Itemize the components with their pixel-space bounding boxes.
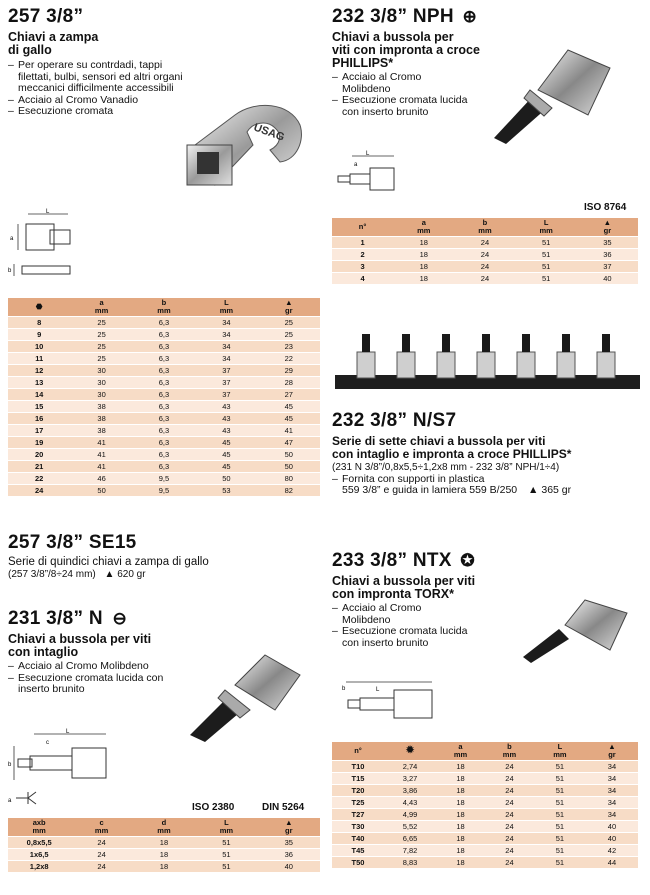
table-cell: 18 [436, 821, 485, 833]
svg-text:USAG: USAG [251, 121, 286, 144]
table-row [8, 317, 320, 329]
table-header: ⬣ a mm b mm L mm ▲ gr [8, 298, 320, 317]
table-row [8, 861, 320, 873]
table-cell: 18 [436, 833, 485, 845]
table-cell: 6,65 [384, 833, 436, 845]
rail-socket [557, 352, 575, 378]
table-cell: 6,3 [133, 461, 195, 473]
table-cell: 24 [70, 837, 132, 849]
table-cell: 51 [195, 849, 257, 861]
table-cell: 43 [195, 401, 257, 413]
table-row [8, 837, 320, 849]
table-cell: 27 [258, 389, 320, 401]
table-row [8, 413, 320, 425]
table-cell: 23 [258, 341, 320, 353]
svg-text:b: b [8, 762, 12, 768]
rail-socket-bit [482, 334, 490, 352]
torx-dimension-diagram [332, 676, 442, 731]
table-cell: 3 [332, 261, 393, 273]
table-cell: 24 [485, 785, 534, 797]
table-cell: 6,3 [133, 389, 195, 401]
table-cell: 14 [8, 389, 70, 401]
rail-socket [477, 352, 495, 378]
table-cell: 51 [516, 273, 577, 285]
table-cell: 40 [586, 833, 638, 845]
table-row [8, 329, 320, 341]
table-cell: 51 [534, 833, 586, 845]
table-cell: 51 [195, 837, 257, 849]
table-row [8, 849, 320, 861]
section-se15 [8, 532, 328, 581]
table-cell: 40 [258, 861, 320, 873]
table-cell: 24 [485, 821, 534, 833]
iso-standard: ISO 8764 [584, 202, 627, 213]
table-cell: T45 [332, 845, 384, 857]
table-cell: 45 [195, 449, 257, 461]
product-title: Chiavi a bussola per viti con impronta TORX* [332, 574, 476, 601]
table-cell: 41 [70, 449, 132, 461]
table-cell: 50 [70, 485, 132, 497]
table-cell: 2 [332, 249, 393, 261]
table-cell: 4,43 [384, 797, 436, 809]
table-cell: 37 [195, 365, 257, 377]
feature-item: – Acciaio al Cromo Vanadio [8, 95, 183, 107]
rail-socket [517, 352, 535, 378]
table-row [332, 833, 638, 845]
table-cell: 24 [485, 773, 534, 785]
table-row [332, 237, 638, 249]
table-cell: 1,2x8 [8, 861, 70, 873]
table-cell: 29 [258, 365, 320, 377]
svg-text:a: a [10, 236, 14, 242]
table-cell: 34 [586, 797, 638, 809]
table-row [8, 461, 320, 473]
table-cell: 24 [485, 761, 534, 773]
table-cell: 34 [586, 785, 638, 797]
table-cell: 12 [8, 365, 70, 377]
torx-icon: ✹ [405, 745, 415, 756]
table-cell: 44 [586, 857, 638, 869]
feature-item: – Per operare su contrdadi, tappi filettati, bulbi, sensori ed altri organi meccanici difficilmente accessibili [8, 60, 183, 95]
table-cell: 30 [70, 389, 132, 401]
table-cell: 51 [534, 785, 586, 797]
table-cell: 6,3 [133, 377, 195, 389]
svg-text:b: b [8, 268, 12, 274]
table-257 [8, 298, 320, 496]
table-cell: 22 [8, 473, 70, 485]
table-cell: 25 [70, 341, 132, 353]
table-cell: 51 [516, 249, 577, 261]
table-cell: 51 [534, 809, 586, 821]
table-cell: T10 [332, 761, 384, 773]
feature-list [332, 72, 472, 118]
table-row [8, 485, 320, 497]
table-cell: 6,3 [133, 425, 195, 437]
table-cell: 51 [195, 861, 257, 873]
product-code: 257 3/8” SE15 [8, 532, 137, 553]
table-cell: 25 [70, 329, 132, 341]
feature-item: – Esecuzione cromata lucida con inserto brunito [332, 95, 472, 118]
table-cell: 18 [393, 273, 454, 285]
section-257 [8, 6, 183, 118]
table-cell: 24 [485, 809, 534, 821]
table-row [332, 809, 638, 821]
table-cell: 6,3 [133, 449, 195, 461]
table-cell: 8,83 [384, 857, 436, 869]
table-cell: 25 [258, 329, 320, 341]
table-cell: 18 [393, 237, 454, 249]
table-cell: T20 [332, 785, 384, 797]
table-row [332, 821, 638, 833]
table-cell: 9,5 [133, 485, 195, 497]
table-cell: 30 [70, 365, 132, 377]
table-cell: 24 [454, 261, 515, 273]
table-cell: 20 [8, 449, 70, 461]
table-cell: 42 [586, 845, 638, 857]
table-cell: 35 [577, 237, 638, 249]
table-cell: 50 [195, 473, 257, 485]
feature-item: – Acciaio al Cromo Molibdeno [8, 661, 168, 673]
feature-list [332, 474, 644, 486]
table-cell: 51 [534, 857, 586, 869]
table-cell: 53 [195, 485, 257, 497]
table-cell: 45 [258, 401, 320, 413]
table-cell: 24 [485, 833, 534, 845]
table-cell: 11 [8, 353, 70, 365]
slotted-dimension-diagram [6, 726, 116, 808]
table-cell: 3,86 [384, 785, 436, 797]
svg-text:a: a [8, 798, 12, 804]
feature-item: – Acciaio al Cromo Molibdeno [332, 72, 472, 95]
table-cell: 41 [258, 425, 320, 437]
table-cell: 17 [8, 425, 70, 437]
table-cell: 30 [70, 377, 132, 389]
product-code: 232 3/8” NPH ⊕ [332, 6, 478, 27]
svg-text:a: a [354, 162, 358, 168]
torx-bit-socket-image [515, 595, 635, 665]
table-cell: 50 [258, 449, 320, 461]
table-cell: 34 [586, 773, 638, 785]
weight-icon: ▲ [285, 818, 293, 827]
section-231 [8, 608, 208, 696]
table-row [332, 761, 638, 773]
table-cell: 37 [195, 377, 257, 389]
table-cell: 6,3 [133, 341, 195, 353]
weight-icon: ▲ [285, 298, 293, 307]
table-cell: 38 [70, 413, 132, 425]
set-contents: 559 3/8” e guida in lamiera 559 B/250 ▲ 365 gr [342, 484, 572, 496]
rail-socket [357, 352, 375, 378]
table-cell: 15 [8, 401, 70, 413]
table-row [332, 273, 638, 285]
table-cell: 6,3 [133, 437, 195, 449]
product-code: 257 3/8” [8, 6, 84, 27]
table-cell: 34 [586, 809, 638, 821]
table-cell: 7,82 [384, 845, 436, 857]
table-cell: 19 [8, 437, 70, 449]
phillips-dimension-diagram [332, 150, 412, 205]
rail-socket [597, 352, 615, 378]
table-row [332, 845, 638, 857]
table-cell: 24 [454, 249, 515, 261]
section-233 [332, 550, 532, 649]
product-title: Serie di quindici chiavi a zampa di gallo [8, 556, 209, 568]
rail-socket-bit [562, 334, 570, 352]
table-cell: 8 [8, 317, 70, 329]
set-note: (231 N 3/8”/0,8x5,5÷1,2x8 mm - 232 3/8” NPH/1÷4) [332, 462, 560, 473]
table-cell: 51 [534, 845, 586, 857]
table-row [8, 449, 320, 461]
table-cell: 34 [195, 353, 257, 365]
table-cell: 50 [258, 461, 320, 473]
feature-item: – Esecuzione cromata [8, 106, 183, 118]
table-cell: 6,3 [133, 413, 195, 425]
feature-item: – Esecuzione cromata lucida con inserto brunito [332, 626, 472, 649]
table-cell: 28 [258, 377, 320, 389]
table-cell: 18 [436, 761, 485, 773]
table-cell: 51 [534, 821, 586, 833]
table-cell: 18 [436, 773, 485, 785]
din-standard: DIN 5264 [262, 802, 305, 813]
table-row [332, 249, 638, 261]
table-cell: T27 [332, 809, 384, 821]
table-cell: 51 [516, 261, 577, 273]
product-code: 233 3/8” NTX ✪ [332, 550, 475, 571]
table-cell: 18 [436, 857, 485, 869]
table-cell: 6,3 [133, 365, 195, 377]
product-title: Chiavi a bussola per viti con impronta a croce PHILLIPS* [332, 30, 480, 70]
phillips-bit-socket-image [488, 40, 618, 145]
table-header: n° ✹ a mm b mm L mm ▲ gr [332, 742, 638, 761]
table-cell: 34 [195, 329, 257, 341]
slotted-bit-socket-image [180, 640, 310, 745]
table-cell: 82 [258, 485, 320, 497]
table-header: n° a mm b mm L mm ▲ gr [332, 218, 638, 237]
table-231 [8, 818, 320, 872]
svg-text:L: L [376, 687, 380, 693]
feature-item: – Acciaio al Cromo Molibdeno [332, 603, 472, 626]
table-cell: 41 [70, 461, 132, 473]
table-cell: 18 [436, 797, 485, 809]
table-cell: 40 [577, 273, 638, 285]
table-row [8, 437, 320, 449]
table-cell: 3,27 [384, 773, 436, 785]
product-title: Chiavi a bussola per viti con intaglio [8, 632, 152, 659]
table-cell: 24 [485, 797, 534, 809]
table-cell: 6,3 [133, 329, 195, 341]
table-cell: 21 [8, 461, 70, 473]
weight-icon: ▲ [603, 218, 612, 227]
table-cell: 18 [393, 249, 454, 261]
table-cell: 18 [133, 861, 195, 873]
table-cell: 4 [332, 273, 393, 285]
table-cell: 38 [70, 401, 132, 413]
table-cell: 80 [258, 473, 320, 485]
product-title: Chiavi a zampa di gallo [8, 30, 99, 57]
table-cell: 22 [258, 353, 320, 365]
table-cell: 6,3 [133, 353, 195, 365]
rail-socket-bit [522, 334, 530, 352]
table-cell: 18 [133, 837, 195, 849]
table-cell: 25 [70, 353, 132, 365]
table-cell: 2,74 [384, 761, 436, 773]
section-s7 [332, 410, 644, 497]
table-cell: 38 [70, 425, 132, 437]
rail-socket [397, 352, 415, 378]
feature-list [8, 661, 168, 696]
svg-text:b: b [342, 686, 346, 692]
table-cell: 24 [70, 849, 132, 861]
product-code: 232 3/8” N/S7 [332, 410, 457, 431]
table-row [8, 353, 320, 365]
rail-socket-bit [402, 334, 410, 352]
set-note: (257 3/8”/8÷24 mm) ▲ 620 gr [8, 569, 146, 580]
table-cell: 1 [332, 237, 393, 249]
table-cell: 16 [8, 413, 70, 425]
table-row [332, 785, 638, 797]
table-cell: 9,5 [133, 473, 195, 485]
table-cell: 24 [485, 845, 534, 857]
table-cell: 25 [258, 317, 320, 329]
table-cell: 36 [577, 249, 638, 261]
table-cell: 51 [534, 773, 586, 785]
feature-item: – Fornita con supporti in plastica [332, 474, 644, 486]
rail-socket-bit [442, 334, 450, 352]
table-cell: 35 [258, 837, 320, 849]
phillips-screw-icon: ⊕ [462, 7, 478, 26]
svg-text:L: L [366, 151, 370, 157]
feature-list [332, 603, 472, 649]
table-cell: 18 [393, 261, 454, 273]
feature-item: – Esecuzione cromata lucida con inserto brunito [8, 673, 168, 696]
table-cell: 4,99 [384, 809, 436, 821]
table-row [8, 401, 320, 413]
product-code: 231 3/8” N ⊖ [8, 608, 128, 629]
table-cell: 34 [195, 317, 257, 329]
table-cell: 43 [195, 425, 257, 437]
slotted-screw-icon: ⊖ [112, 609, 128, 628]
table-row [8, 473, 320, 485]
table-row [8, 365, 320, 377]
table-cell: 51 [534, 761, 586, 773]
table-row [8, 425, 320, 437]
table-233 [332, 742, 638, 868]
table-cell: 45 [258, 413, 320, 425]
weight-icon: ▲ [528, 484, 539, 496]
table-cell: 18 [436, 845, 485, 857]
table-row [332, 857, 638, 869]
table-header: axb mm c mm d mm L mm ▲ gr [8, 818, 320, 837]
table-cell: 24 [485, 857, 534, 869]
table-row [332, 261, 638, 273]
iso-standard: ISO 2380 [192, 802, 235, 813]
table-cell: 24 [8, 485, 70, 497]
table-cell: 13 [8, 377, 70, 389]
table-cell: 24 [454, 237, 515, 249]
table-cell: 6,3 [133, 401, 195, 413]
table-cell: 18 [133, 849, 195, 861]
table-cell: 45 [195, 437, 257, 449]
table-cell: 47 [258, 437, 320, 449]
table-cell: 18 [436, 809, 485, 821]
table-cell: 36 [258, 849, 320, 861]
table-cell: 37 [577, 261, 638, 273]
table-cell: 45 [195, 461, 257, 473]
table-cell: 34 [195, 341, 257, 353]
table-cell: 9 [8, 329, 70, 341]
table-row [332, 797, 638, 809]
table-row [8, 377, 320, 389]
table-cell: 0,8x5,5 [8, 837, 70, 849]
svg-text:L: L [46, 209, 50, 215]
table-row [332, 773, 638, 785]
weight-icon: ▲ [608, 742, 616, 751]
table-row [8, 341, 320, 353]
svg-text:c: c [46, 740, 49, 746]
rail-socket-bit [602, 334, 610, 352]
crowfoot-dimension-diagram [6, 206, 81, 286]
table-cell: 18 [436, 785, 485, 797]
table-cell: 25 [70, 317, 132, 329]
product-title: Serie di sette chiavi a bussola per viti con intaglio e impronta a croce PHILLIPS* [332, 434, 572, 461]
table-cell: T50 [332, 857, 384, 869]
socket-set-rail-image [335, 330, 640, 398]
crowfoot-wrench-image [175, 90, 310, 200]
table-cell: T40 [332, 833, 384, 845]
svg-text:L: L [66, 729, 70, 735]
table-cell: 37 [195, 389, 257, 401]
table-cell: 51 [516, 237, 577, 249]
table-cell: 51 [534, 797, 586, 809]
feature-list [8, 60, 183, 118]
table-cell: T25 [332, 797, 384, 809]
weight-icon: ▲ [104, 569, 115, 580]
table-cell: 40 [586, 821, 638, 833]
rail-socket [437, 352, 455, 378]
table-cell: 46 [70, 473, 132, 485]
table-cell: T15 [332, 773, 384, 785]
nut-icon: ⬣ [8, 298, 70, 317]
table-cell: 24 [454, 273, 515, 285]
table-cell: T30 [332, 821, 384, 833]
table-cell: 41 [70, 437, 132, 449]
rail-socket-bit [362, 334, 370, 352]
table-row [8, 389, 320, 401]
table-cell: 5,52 [384, 821, 436, 833]
table-232 [332, 218, 638, 284]
table-cell: 43 [195, 413, 257, 425]
table-cell: 1x6,5 [8, 849, 70, 861]
table-cell: 34 [586, 761, 638, 773]
torx-screw-icon: ✪ [460, 551, 475, 570]
table-cell: 6,3 [133, 317, 195, 329]
table-cell: 10 [8, 341, 70, 353]
table-cell: 24 [70, 861, 132, 873]
